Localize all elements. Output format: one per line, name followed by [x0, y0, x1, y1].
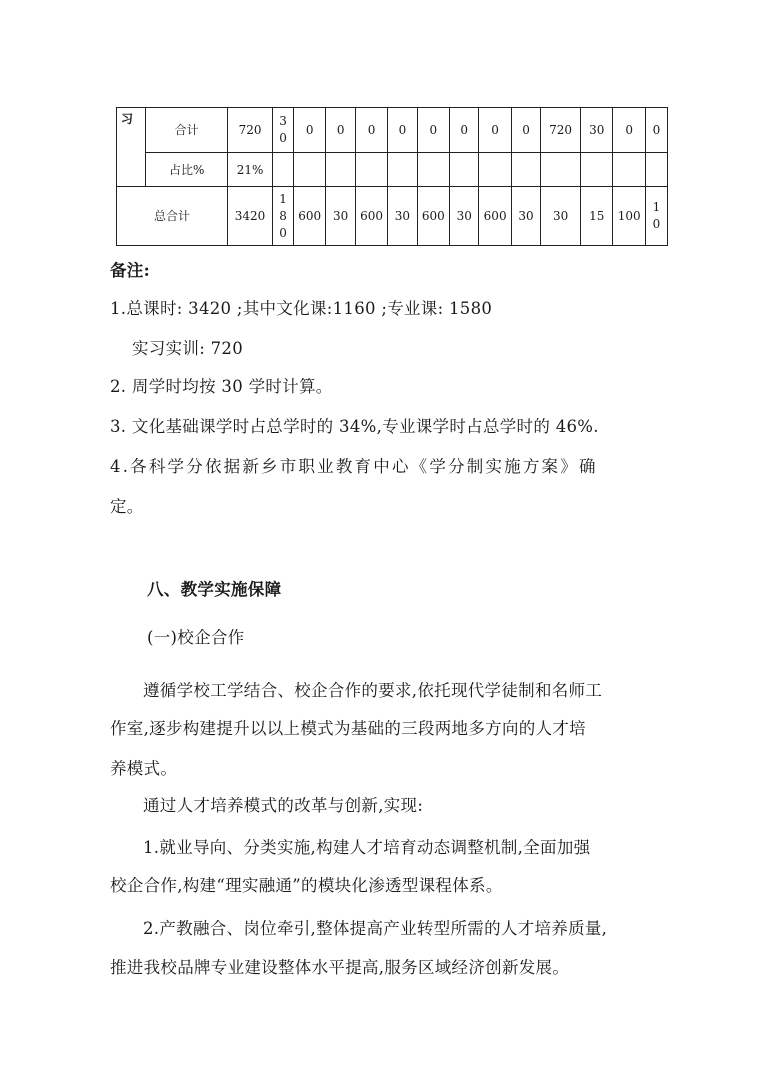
table-row	[117, 187, 668, 246]
subsection-heading: (一)校企合作	[147, 628, 245, 647]
table-cell	[479, 153, 511, 187]
table-cell: 100	[613, 187, 645, 246]
table-cell	[294, 153, 326, 187]
notes-heading: 备注:	[110, 261, 150, 280]
paragraph-line: 遵循学校工学结合、校企合作的要求,依托现代学徒制和名师工	[143, 681, 603, 700]
note-line-4-cont: 定。	[110, 497, 144, 516]
table-cell	[273, 153, 294, 187]
table-cell: 720	[228, 108, 273, 153]
table-cell	[541, 153, 581, 187]
note-line-1: 1.总课时: 3420 ;其中文化课:1160 ;专业课: 1580	[110, 299, 493, 318]
table-cell: 720	[541, 108, 581, 153]
table-cell: 0	[417, 108, 449, 153]
credit-hours-table	[116, 107, 668, 246]
table-row-label: 合计	[146, 108, 228, 153]
table-cell: 0	[479, 108, 511, 153]
table-cell: 21%	[228, 153, 273, 187]
table-cell: 0	[388, 108, 417, 153]
table-cell: 600	[294, 187, 326, 246]
table-cell	[580, 153, 612, 187]
table-cell: 0	[450, 108, 479, 153]
table-row-label: 总合计	[117, 187, 228, 246]
table-cell	[450, 153, 479, 187]
list-item-cont: 校企合作,构建“理实融通”的模块化渗透型课程体系。	[110, 876, 503, 895]
table-cell	[417, 153, 449, 187]
table-cell-corner: 习	[117, 108, 146, 187]
table-cell: 30	[580, 108, 612, 153]
table-cell: 3420	[228, 187, 273, 246]
table-cell	[613, 153, 645, 187]
table-row	[117, 108, 668, 153]
table-cell	[645, 153, 667, 187]
table-cell: 600	[479, 187, 511, 246]
table-cell: 10	[645, 187, 667, 246]
list-item: 2.产教融合、岗位牵引,整体提高产业转型所需的人才培养质量,	[143, 919, 608, 938]
table-row	[117, 153, 668, 187]
paragraph-line: 通过人才培养模式的改革与创新,实现:	[143, 796, 424, 815]
table-cell: 30	[273, 108, 294, 153]
table-cell: 30	[326, 187, 355, 246]
table-cell	[326, 153, 355, 187]
table-cell: 0	[326, 108, 355, 153]
note-line-3: 3. 文化基础课学时占总学时的 34%,专业课学时占总学时的 46%.	[110, 417, 599, 436]
table-cell: 0	[613, 108, 645, 153]
section-heading: 八、教学实施保障	[147, 580, 282, 599]
list-item-cont: 推进我校品牌专业建设整体水平提高,服务区域经济创新发展。	[110, 958, 570, 977]
table-cell: 30	[511, 187, 540, 246]
table-cell: 30	[541, 187, 581, 246]
table-row-label: 占比%	[146, 153, 228, 187]
table-cell: 30	[388, 187, 417, 246]
table-cell: 0	[355, 108, 387, 153]
table-cell: 600	[417, 187, 449, 246]
list-item: 1.就业导向、分类实施,构建人才培育动态调整机制,全面加强	[143, 838, 591, 857]
table-cell: 0	[645, 108, 667, 153]
paragraph-line: 养模式。	[110, 759, 178, 778]
table-cell	[511, 153, 540, 187]
table-cell: 30	[450, 187, 479, 246]
note-line-2: 2. 周学时均按 30 学时计算。	[110, 377, 333, 396]
paragraph-line: 作室,逐步构建提升以以上模式为基础的三段两地多方向的人才培	[110, 719, 586, 738]
table-cell: 0	[294, 108, 326, 153]
note-line-1-cont: 实习实训: 720	[132, 339, 243, 358]
table-cell	[388, 153, 417, 187]
table-cell: 180	[273, 187, 294, 246]
table-cell	[355, 153, 387, 187]
table-cell: 15	[580, 187, 612, 246]
table-cell: 600	[355, 187, 387, 246]
note-line-4: 4.各科学分依据新乡市职业教育中心《学分制实施方案》确	[110, 457, 598, 476]
table-cell: 0	[511, 108, 540, 153]
